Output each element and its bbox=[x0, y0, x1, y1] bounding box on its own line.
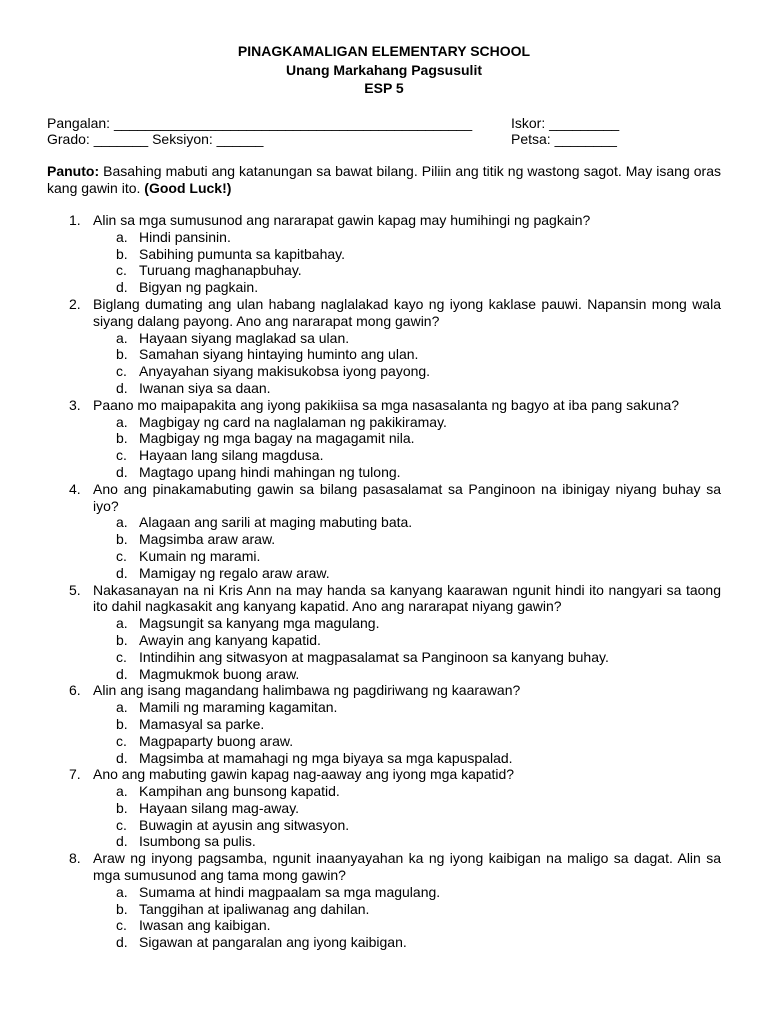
name-field: Pangalan: ______________________________________________ bbox=[47, 115, 473, 131]
choice-letter: c. bbox=[116, 363, 127, 380]
choice-list bbox=[93, 330, 721, 397]
choice-item bbox=[116, 733, 721, 750]
question-item bbox=[47, 766, 721, 850]
choice-list bbox=[93, 615, 721, 682]
choice-item bbox=[116, 330, 721, 347]
instructions bbox=[47, 163, 721, 197]
choice-letter: b. bbox=[116, 245, 128, 262]
choice-item bbox=[116, 363, 721, 380]
grade-section-field: Grado: _______ Seksiyon: ______ bbox=[47, 131, 264, 147]
choice-text: Mamigay ng regalo araw araw. bbox=[139, 564, 330, 581]
choice-letter: c. bbox=[116, 732, 127, 749]
choice-list bbox=[93, 783, 721, 850]
choice-item bbox=[116, 817, 721, 834]
subject-title: ESP 5 bbox=[364, 80, 404, 96]
choice-letter: d. bbox=[116, 934, 128, 951]
choice-item bbox=[116, 615, 721, 632]
question-item bbox=[47, 682, 721, 766]
question-item bbox=[47, 850, 721, 951]
question-text: Alin ang isang magandang halimbawa ng pagdiriwang ng kaarawan? bbox=[93, 682, 521, 699]
choice-letter: b. bbox=[116, 900, 128, 917]
question-item bbox=[47, 212, 721, 296]
choice-item bbox=[116, 262, 721, 279]
choice-text: Sumama at hindi magpaalam sa mga magulang. bbox=[139, 883, 441, 900]
choice-letter: b. bbox=[116, 631, 128, 648]
question-number: 6. bbox=[69, 682, 81, 699]
choice-text: Tanggihan at ipaliwanag ang dahilan. bbox=[139, 900, 370, 917]
choice-letter: d. bbox=[116, 833, 128, 850]
choice-text: Intindihin ang sitwasyon at magpasalamat sa Panginoon sa kanyang buhay. bbox=[139, 648, 609, 665]
question-text: Ano ang mabuting gawin kapag nag-aaway ang iyong mga kapatid? bbox=[93, 766, 515, 783]
choice-text: Bigyan ng pagkain. bbox=[139, 279, 259, 296]
question-text: Biglang dumating ang ulan habang naglalakad kayo ng iyong kaklase pauwi. Napansin mong wala siyang dalang payong. Ano ang nararapat mong gawin? bbox=[93, 295, 721, 329]
choice-letter: a. bbox=[116, 783, 128, 800]
question-text: Alin sa mga sumusunod ang nararapat gawin kapag may humihingi ng pagkain? bbox=[93, 212, 591, 228]
choice-text: Hayaan lang silang magdusa. bbox=[139, 447, 324, 464]
question-item bbox=[47, 397, 721, 481]
question-text: Nakasanayan na ni Kris Ann na may handa sa kanyang kaarawan ngunit hindi ito nangyari sa taong ito dahil nagkasakit ang kanyang kapatid. Ano ang nararapat niyang gawin? bbox=[93, 581, 721, 615]
choice-text: Magtago upang hindi mahingan ng tulong. bbox=[139, 463, 401, 480]
choice-letter: a. bbox=[116, 699, 128, 716]
choice-letter: c. bbox=[116, 917, 127, 934]
choice-letter: a. bbox=[116, 883, 128, 900]
choice-item bbox=[116, 380, 721, 397]
choice-item bbox=[116, 699, 721, 716]
choice-letter: c. bbox=[116, 816, 127, 833]
choice-text: Awayin ang kanyang kapatid. bbox=[139, 631, 321, 648]
choice-letter: d. bbox=[116, 665, 128, 682]
choice-text: Magsungit sa kanyang mga magulang. bbox=[139, 615, 380, 632]
question-number: 7. bbox=[69, 766, 81, 783]
school-name: PINAGKAMALIGAN ELEMENTARY SCHOOL bbox=[237, 43, 531, 59]
choice-item bbox=[116, 917, 721, 934]
question-list bbox=[47, 212, 721, 951]
exam-title: Unang Markahang Pagsusulit bbox=[285, 62, 483, 78]
choice-text: Kampihan ang bunsong kapatid. bbox=[139, 783, 340, 800]
choice-letter: a. bbox=[116, 413, 128, 430]
choice-item bbox=[116, 750, 721, 767]
question-number: 3. bbox=[69, 396, 81, 413]
choice-list bbox=[93, 229, 721, 296]
choice-text: Magbigay ng card na naglalaman ng pakikiramay. bbox=[139, 413, 447, 430]
choice-item bbox=[116, 430, 721, 447]
choice-text: Samahan siyang hintaying huminto ang ulan. bbox=[139, 346, 419, 363]
choice-item bbox=[116, 565, 721, 582]
choice-letter: b. bbox=[116, 430, 128, 447]
choice-item bbox=[116, 548, 721, 565]
choice-item bbox=[116, 346, 721, 363]
choice-item bbox=[116, 666, 721, 683]
choice-text: Anyayahan siyang makisukobsa iyong payong. bbox=[139, 363, 431, 380]
choice-item bbox=[116, 884, 721, 901]
choice-item bbox=[116, 531, 721, 548]
choice-list bbox=[93, 699, 721, 766]
question-item bbox=[47, 582, 721, 683]
choice-text: Iwasan ang kaibigan. bbox=[139, 917, 271, 934]
choice-text: Hindi pansinin. bbox=[139, 228, 231, 245]
choice-item bbox=[116, 783, 721, 800]
choice-text: Mamili ng maraming kagamitan. bbox=[139, 699, 338, 716]
choice-letter: d. bbox=[116, 279, 128, 296]
choice-letter: b. bbox=[116, 346, 128, 363]
choice-item bbox=[116, 716, 721, 733]
instructions-text: Basahing mabuti ang katanungan sa bawat bilang. Piliin ang titik ng wastong sagot. May isang oras kang gawin ito. bbox=[47, 163, 721, 196]
choice-item bbox=[116, 447, 721, 464]
choice-text: Iwanan siya sa daan. bbox=[139, 379, 271, 396]
date-field: Petsa: ________ bbox=[511, 131, 617, 147]
choice-item bbox=[116, 649, 721, 666]
question-item bbox=[47, 481, 721, 582]
choice-item bbox=[116, 632, 721, 649]
question-text: Paano mo maipapakita ang iyong pakikiisa sa mga nasasalanta ng bagyo at iba pang sakuna? bbox=[93, 396, 680, 413]
question-number: 5. bbox=[69, 581, 81, 598]
choice-letter: d. bbox=[116, 564, 128, 581]
instructions-closing: (Good Luck!) bbox=[144, 180, 232, 196]
choice-letter: d. bbox=[116, 749, 128, 766]
choice-text: Kumain ng marami. bbox=[139, 547, 261, 564]
choice-text: Magsimba at mamahagi ng mga biyaya sa mga kapuspalad. bbox=[139, 749, 513, 766]
choice-item bbox=[116, 414, 721, 431]
choice-text: Turuang maghanapbuhay. bbox=[139, 262, 302, 279]
choice-text: Buwagin at ayusin ang sitwasyon. bbox=[139, 816, 350, 833]
question-number: 2. bbox=[69, 295, 81, 312]
choice-text: Magbigay ng mga bagay na magagamit nila. bbox=[139, 430, 415, 447]
choice-letter: a. bbox=[116, 615, 128, 632]
choice-text: Sigawan at pangaralan ang iyong kaibigan. bbox=[139, 934, 407, 951]
question-text: Araw ng inyong pagsamba, ngunit inaanyayahan ka ng iyong kaibigan na maligo sa dagat. Alin sa mga sumusunod ang tama mong gawin? bbox=[93, 850, 721, 884]
choice-text: Alagaan ang sarili at maging mabuting bata. bbox=[139, 514, 413, 531]
choice-letter: d. bbox=[116, 379, 128, 396]
choice-item bbox=[116, 800, 721, 817]
choice-text: Isumbong sa pulis. bbox=[139, 833, 256, 850]
choice-list bbox=[93, 414, 721, 481]
choice-letter: c. bbox=[116, 648, 127, 665]
choice-text: Sabihing pumunta sa kapitbahay. bbox=[139, 245, 345, 262]
choice-text: Mamasyal sa parke. bbox=[139, 715, 265, 732]
choice-list bbox=[93, 884, 721, 951]
choice-item bbox=[116, 229, 721, 246]
choice-item bbox=[116, 279, 721, 296]
choice-item bbox=[116, 246, 721, 263]
choice-letter: b. bbox=[116, 531, 128, 548]
choice-text: Hayaan siyang maglakad sa ulan. bbox=[139, 329, 350, 346]
choice-letter: b. bbox=[116, 715, 128, 732]
choice-letter: a. bbox=[116, 514, 128, 531]
question-number: 8. bbox=[69, 850, 81, 867]
choice-item bbox=[116, 514, 721, 531]
choice-text: Magsimba araw araw. bbox=[139, 531, 276, 548]
choice-letter: c. bbox=[116, 447, 127, 464]
choice-item bbox=[116, 901, 721, 918]
choice-item bbox=[116, 464, 721, 481]
question-item bbox=[47, 296, 721, 397]
choice-letter: d. bbox=[116, 463, 128, 480]
score-field: Iskor: _________ bbox=[511, 115, 620, 131]
choice-list bbox=[93, 514, 721, 581]
question-text: Ano ang pinakamabuting gawin sa bilang pasasalamat sa Panginoon na ibinigay niyang buhay sa iyo? bbox=[93, 480, 721, 514]
instructions-label: Panuto: bbox=[47, 163, 100, 179]
choice-item bbox=[116, 934, 721, 951]
choice-text: Hayaan silang mag-away. bbox=[139, 799, 300, 816]
question-number: 1. bbox=[69, 212, 81, 228]
choice-letter: c. bbox=[116, 262, 127, 279]
choice-letter: a. bbox=[116, 228, 128, 245]
question-number: 4. bbox=[69, 480, 81, 497]
choice-letter: a. bbox=[116, 329, 128, 346]
choice-item bbox=[116, 833, 721, 850]
choice-text: Magmukmok buong araw. bbox=[139, 665, 300, 682]
choice-text: Magpaparty buong araw. bbox=[139, 732, 294, 749]
choice-letter: b. bbox=[116, 799, 128, 816]
choice-letter: c. bbox=[116, 547, 127, 564]
